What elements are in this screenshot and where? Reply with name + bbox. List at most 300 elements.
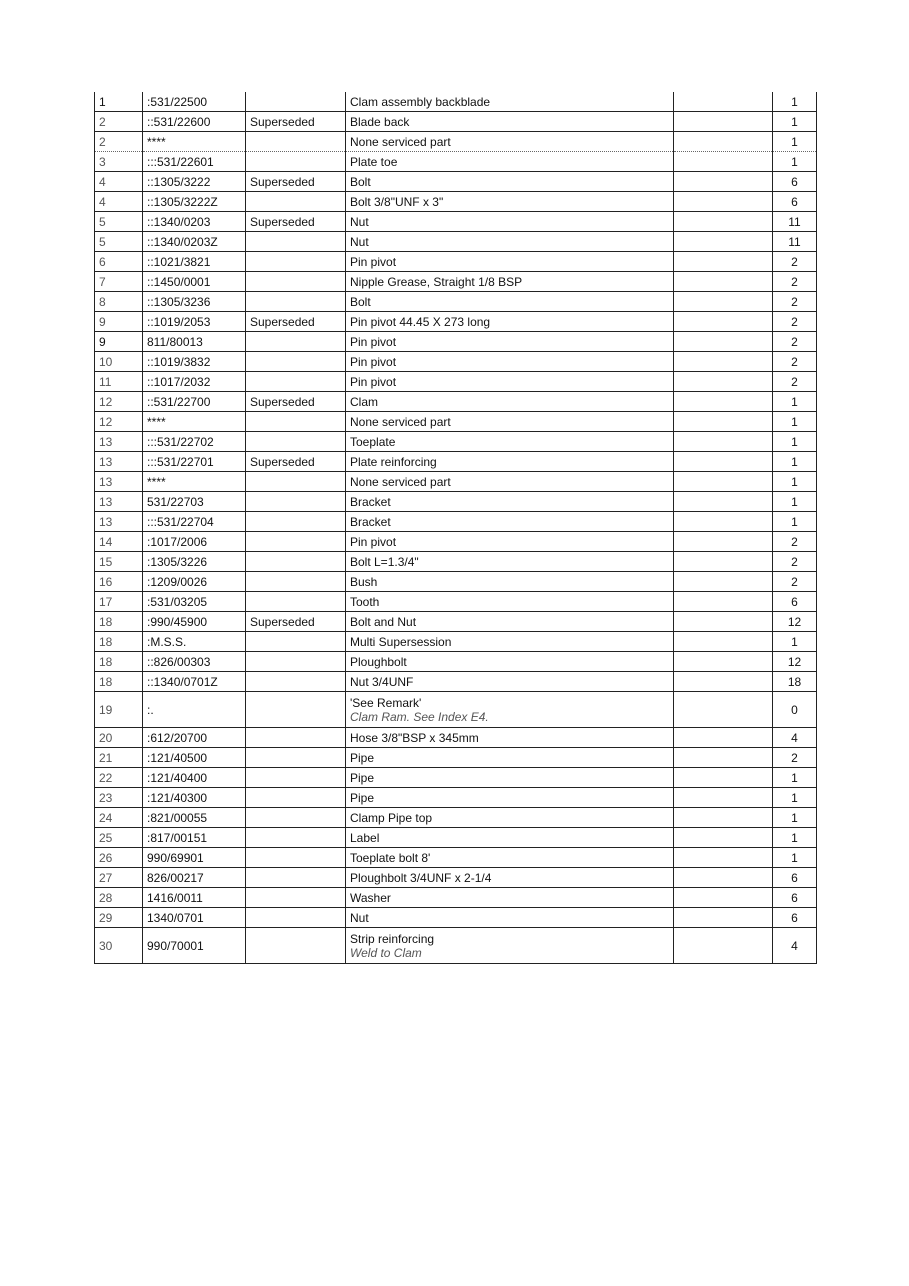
quantity: 1 bbox=[773, 152, 817, 172]
description bbox=[346, 808, 674, 828]
blank-column bbox=[674, 492, 773, 512]
blank-column bbox=[674, 672, 773, 692]
quantity: 1 bbox=[773, 828, 817, 848]
part-number: ::1305/3222 bbox=[143, 172, 246, 192]
description-text: Plate reinforcing bbox=[350, 454, 437, 469]
description bbox=[346, 868, 674, 888]
supersession-status: Superseded bbox=[246, 112, 346, 132]
blank-column bbox=[674, 292, 773, 312]
description-text: Toeplate bolt 8' bbox=[350, 850, 431, 865]
quantity: 1 bbox=[773, 632, 817, 652]
supersession-status: Superseded bbox=[246, 612, 346, 632]
item-number: 19 bbox=[95, 692, 143, 728]
quantity: 2 bbox=[773, 572, 817, 592]
supersession-status bbox=[246, 532, 346, 552]
table-row bbox=[95, 312, 817, 332]
quantity: 1 bbox=[773, 432, 817, 452]
item-number: 5 bbox=[95, 212, 143, 232]
table-row bbox=[95, 392, 817, 412]
item-number: 18 bbox=[95, 672, 143, 692]
part-number: ::1340/0203 bbox=[143, 212, 246, 232]
item-number: 26 bbox=[95, 848, 143, 868]
part-number: 1416/0011 bbox=[143, 888, 246, 908]
description-text: Bolt 3/8"UNF x 3" bbox=[350, 194, 444, 209]
description bbox=[346, 272, 674, 292]
description-text: Strip reinforcing bbox=[350, 931, 435, 946]
part-number: :::531/22701 bbox=[143, 452, 246, 472]
supersession-status bbox=[246, 692, 346, 728]
table-row bbox=[95, 152, 817, 172]
supersession-status bbox=[246, 808, 346, 828]
item-number: 8 bbox=[95, 292, 143, 312]
table-row bbox=[95, 672, 817, 692]
description bbox=[346, 552, 674, 572]
table-row bbox=[95, 252, 817, 272]
description bbox=[346, 632, 674, 652]
part-number: 990/70001 bbox=[143, 928, 246, 964]
description-text: Bolt bbox=[350, 174, 371, 189]
blank-column bbox=[674, 392, 773, 412]
description-text: Nut bbox=[350, 910, 369, 925]
description-text: Clamp Pipe top bbox=[350, 810, 433, 825]
remark-text: Clam Ram. See Index E4. bbox=[350, 709, 489, 724]
description bbox=[346, 332, 674, 352]
item-number: 30 bbox=[95, 928, 143, 964]
supersession-status bbox=[246, 472, 346, 492]
part-number: :612/20700 bbox=[143, 728, 246, 748]
quantity: 2 bbox=[773, 552, 817, 572]
quantity: 6 bbox=[773, 592, 817, 612]
quantity: 2 bbox=[773, 252, 817, 272]
table-row bbox=[95, 412, 817, 432]
table-row bbox=[95, 632, 817, 652]
blank-column bbox=[674, 632, 773, 652]
description bbox=[346, 132, 674, 152]
table-row bbox=[95, 532, 817, 552]
description-text: Bolt and Nut bbox=[350, 614, 417, 629]
quantity: 1 bbox=[773, 472, 817, 492]
supersession-status: Superseded bbox=[246, 312, 346, 332]
blank-column bbox=[674, 768, 773, 788]
blank-column bbox=[674, 192, 773, 212]
description bbox=[346, 748, 674, 768]
part-number: **** bbox=[143, 412, 246, 432]
part-number: ::531/22700 bbox=[143, 392, 246, 412]
item-number: 3 bbox=[95, 152, 143, 172]
description-text: Pin pivot bbox=[350, 374, 397, 389]
description bbox=[346, 112, 674, 132]
description-text: Ploughbolt bbox=[350, 654, 407, 669]
table-row bbox=[95, 192, 817, 212]
remark-text: Weld to Clam bbox=[350, 945, 422, 960]
table-row bbox=[95, 788, 817, 808]
quantity: 2 bbox=[773, 332, 817, 352]
part-number: :M.S.S. bbox=[143, 632, 246, 652]
part-number: :121/40300 bbox=[143, 788, 246, 808]
part-number: 811/80013 bbox=[143, 332, 246, 352]
table-row bbox=[95, 352, 817, 372]
supersession-status bbox=[246, 632, 346, 652]
description-text: Nut bbox=[350, 234, 369, 249]
description-text: Pin pivot 44.45 X 273 long bbox=[350, 314, 491, 329]
description-text: None serviced part bbox=[350, 134, 451, 149]
item-number: 13 bbox=[95, 512, 143, 532]
supersession-status bbox=[246, 828, 346, 848]
description bbox=[346, 888, 674, 908]
item-number: 10 bbox=[95, 352, 143, 372]
quantity: 1 bbox=[773, 768, 817, 788]
table-row bbox=[95, 292, 817, 312]
supersession-status bbox=[246, 572, 346, 592]
blank-column bbox=[674, 552, 773, 572]
table-row bbox=[95, 132, 817, 152]
description bbox=[346, 652, 674, 672]
blank-column bbox=[674, 332, 773, 352]
table-row bbox=[95, 928, 817, 964]
part-number: ::1017/2032 bbox=[143, 372, 246, 392]
description bbox=[346, 728, 674, 748]
table-row bbox=[95, 612, 817, 632]
supersession-status bbox=[246, 292, 346, 312]
item-number: 6 bbox=[95, 252, 143, 272]
item-number: 23 bbox=[95, 788, 143, 808]
item-number: 18 bbox=[95, 652, 143, 672]
quantity: 1 bbox=[773, 808, 817, 828]
blank-column bbox=[674, 172, 773, 192]
table-row bbox=[95, 332, 817, 352]
supersession-status: Superseded bbox=[246, 212, 346, 232]
quantity: 11 bbox=[773, 212, 817, 232]
table-row bbox=[95, 572, 817, 592]
description-text: Pin pivot bbox=[350, 534, 397, 549]
table-row bbox=[95, 512, 817, 532]
part-number: :::531/22704 bbox=[143, 512, 246, 532]
quantity: 11 bbox=[773, 232, 817, 252]
quantity: 2 bbox=[773, 312, 817, 332]
parts-table-body bbox=[95, 92, 817, 964]
description-text: Bracket bbox=[350, 494, 391, 509]
part-number: 1340/0701 bbox=[143, 908, 246, 928]
part-number: ::1340/0203Z bbox=[143, 232, 246, 252]
part-number: ::531/22600 bbox=[143, 112, 246, 132]
supersession-status bbox=[246, 928, 346, 964]
blank-column bbox=[674, 152, 773, 172]
supersession-status bbox=[246, 652, 346, 672]
blank-column bbox=[674, 788, 773, 808]
table-row bbox=[95, 848, 817, 868]
description bbox=[346, 592, 674, 612]
item-number: 14 bbox=[95, 532, 143, 552]
part-number: **** bbox=[143, 472, 246, 492]
part-number: :. bbox=[143, 692, 246, 728]
quantity: 2 bbox=[773, 292, 817, 312]
part-number: :821/00055 bbox=[143, 808, 246, 828]
description bbox=[346, 392, 674, 412]
item-number: 20 bbox=[95, 728, 143, 748]
description-text: None serviced part bbox=[350, 474, 451, 489]
description-text: Bracket bbox=[350, 514, 391, 529]
description-text: Toeplate bbox=[350, 434, 396, 449]
description-text: Plate toe bbox=[350, 154, 398, 169]
parts-table bbox=[94, 92, 817, 964]
item-number: 27 bbox=[95, 868, 143, 888]
supersession-status bbox=[246, 372, 346, 392]
blank-column bbox=[674, 652, 773, 672]
table-row bbox=[95, 592, 817, 612]
description bbox=[346, 928, 674, 964]
description bbox=[346, 828, 674, 848]
blank-column bbox=[674, 748, 773, 768]
description-text: Bolt bbox=[350, 294, 371, 309]
blank-column bbox=[674, 808, 773, 828]
part-number: 826/00217 bbox=[143, 868, 246, 888]
item-number: 9 bbox=[95, 332, 143, 352]
part-number: ::1019/2053 bbox=[143, 312, 246, 332]
quantity: 1 bbox=[773, 848, 817, 868]
quantity: 2 bbox=[773, 372, 817, 392]
blank-column bbox=[674, 312, 773, 332]
description bbox=[346, 908, 674, 928]
item-number: 18 bbox=[95, 632, 143, 652]
description-text: Tooth bbox=[350, 594, 380, 609]
quantity: 6 bbox=[773, 868, 817, 888]
part-number: ::1021/3821 bbox=[143, 252, 246, 272]
blank-column bbox=[674, 728, 773, 748]
supersession-status bbox=[246, 412, 346, 432]
description bbox=[346, 672, 674, 692]
description-text: Pin pivot bbox=[350, 334, 397, 349]
table-row bbox=[95, 112, 817, 132]
description-text: Pipe bbox=[350, 770, 375, 785]
item-number: 7 bbox=[95, 272, 143, 292]
table-row bbox=[95, 728, 817, 748]
item-number: 17 bbox=[95, 592, 143, 612]
blank-column bbox=[674, 432, 773, 452]
item-number: 5 bbox=[95, 232, 143, 252]
blank-column bbox=[674, 252, 773, 272]
part-number: :817/00151 bbox=[143, 828, 246, 848]
description bbox=[346, 452, 674, 472]
quantity: 4 bbox=[773, 928, 817, 964]
blank-column bbox=[674, 452, 773, 472]
supersession-status bbox=[246, 552, 346, 572]
description bbox=[346, 232, 674, 252]
description bbox=[346, 212, 674, 232]
quantity: 6 bbox=[773, 192, 817, 212]
part-number: :::531/22601 bbox=[143, 152, 246, 172]
quantity: 2 bbox=[773, 352, 817, 372]
item-number: 4 bbox=[95, 172, 143, 192]
item-number: 13 bbox=[95, 452, 143, 472]
item-number: 13 bbox=[95, 492, 143, 512]
table-row bbox=[95, 888, 817, 908]
blank-column bbox=[674, 512, 773, 532]
description bbox=[346, 692, 674, 728]
part-number: ::1450/0001 bbox=[143, 272, 246, 292]
part-number: ::1305/3236 bbox=[143, 292, 246, 312]
item-number: 12 bbox=[95, 412, 143, 432]
item-number: 29 bbox=[95, 908, 143, 928]
description bbox=[346, 352, 674, 372]
supersession-status bbox=[246, 768, 346, 788]
supersession-status bbox=[246, 788, 346, 808]
description-text: 'See Remark' bbox=[350, 695, 422, 710]
blank-column bbox=[674, 572, 773, 592]
description-text: Clam assembly backblade bbox=[350, 94, 491, 109]
description-text: Pipe bbox=[350, 790, 375, 805]
part-number: ::1305/3222Z bbox=[143, 192, 246, 212]
supersession-status bbox=[246, 232, 346, 252]
quantity: 4 bbox=[773, 728, 817, 748]
quantity: 1 bbox=[773, 788, 817, 808]
part-number: :::531/22702 bbox=[143, 432, 246, 452]
part-number: ::1019/3832 bbox=[143, 352, 246, 372]
blank-column bbox=[674, 692, 773, 728]
table-row bbox=[95, 92, 817, 112]
description-text: Label bbox=[350, 830, 380, 845]
quantity: 1 bbox=[773, 452, 817, 472]
description bbox=[346, 848, 674, 868]
table-row bbox=[95, 492, 817, 512]
description-text: Multi Supersession bbox=[350, 634, 452, 649]
description bbox=[346, 92, 674, 112]
blank-column bbox=[674, 232, 773, 252]
quantity: 6 bbox=[773, 888, 817, 908]
quantity: 1 bbox=[773, 112, 817, 132]
item-number: 15 bbox=[95, 552, 143, 572]
quantity: 6 bbox=[773, 908, 817, 928]
description bbox=[346, 788, 674, 808]
description-text: Hose 3/8"BSP x 345mm bbox=[350, 730, 479, 745]
table-row bbox=[95, 452, 817, 472]
item-number: 25 bbox=[95, 828, 143, 848]
supersession-status bbox=[246, 352, 346, 372]
description bbox=[346, 192, 674, 212]
supersession-status bbox=[246, 92, 346, 112]
supersession-status bbox=[246, 132, 346, 152]
blank-column bbox=[674, 92, 773, 112]
blank-column bbox=[674, 272, 773, 292]
item-number: 13 bbox=[95, 432, 143, 452]
table-row bbox=[95, 552, 817, 572]
supersession-status bbox=[246, 672, 346, 692]
item-number: 18 bbox=[95, 612, 143, 632]
item-number: 11 bbox=[95, 372, 143, 392]
description bbox=[346, 492, 674, 512]
supersession-status bbox=[246, 592, 346, 612]
item-number: 13 bbox=[95, 472, 143, 492]
quantity: 1 bbox=[773, 132, 817, 152]
table-row bbox=[95, 272, 817, 292]
part-number: ::1340/0701Z bbox=[143, 672, 246, 692]
quantity: 6 bbox=[773, 172, 817, 192]
part-number: **** bbox=[143, 132, 246, 152]
description-text: Nut 3/4UNF bbox=[350, 674, 414, 689]
supersession-status bbox=[246, 332, 346, 352]
description-text: Pin pivot bbox=[350, 254, 397, 269]
supersession-status bbox=[246, 728, 346, 748]
item-number: 24 bbox=[95, 808, 143, 828]
table-row bbox=[95, 172, 817, 192]
item-number: 12 bbox=[95, 392, 143, 412]
blank-column bbox=[674, 928, 773, 964]
supersession-status bbox=[246, 492, 346, 512]
supersession-status bbox=[246, 848, 346, 868]
part-number: :1209/0026 bbox=[143, 572, 246, 592]
description bbox=[346, 412, 674, 432]
item-number: 21 bbox=[95, 748, 143, 768]
table-row bbox=[95, 372, 817, 392]
blank-column bbox=[674, 132, 773, 152]
table-row bbox=[95, 808, 817, 828]
table-row bbox=[95, 692, 817, 728]
quantity: 0 bbox=[773, 692, 817, 728]
quantity: 1 bbox=[773, 412, 817, 432]
quantity: 2 bbox=[773, 272, 817, 292]
part-number: :121/40400 bbox=[143, 768, 246, 788]
supersession-status: Superseded bbox=[246, 172, 346, 192]
description bbox=[346, 312, 674, 332]
quantity: 1 bbox=[773, 92, 817, 112]
item-number: 4 bbox=[95, 192, 143, 212]
description bbox=[346, 572, 674, 592]
part-number: :531/22500 bbox=[143, 92, 246, 112]
part-number: :1305/3226 bbox=[143, 552, 246, 572]
item-number: 9 bbox=[95, 312, 143, 332]
description bbox=[346, 432, 674, 452]
description bbox=[346, 532, 674, 552]
table-row bbox=[95, 908, 817, 928]
blank-column bbox=[674, 412, 773, 432]
blank-column bbox=[674, 532, 773, 552]
description-text: Washer bbox=[350, 890, 391, 905]
description bbox=[346, 612, 674, 632]
part-number: :990/45900 bbox=[143, 612, 246, 632]
quantity: 1 bbox=[773, 392, 817, 412]
blank-column bbox=[674, 828, 773, 848]
blank-column bbox=[674, 592, 773, 612]
table-row bbox=[95, 232, 817, 252]
blank-column bbox=[674, 372, 773, 392]
description-text: Pipe bbox=[350, 750, 375, 765]
blank-column bbox=[674, 112, 773, 132]
part-number: 990/69901 bbox=[143, 848, 246, 868]
blank-column bbox=[674, 868, 773, 888]
part-number: 531/22703 bbox=[143, 492, 246, 512]
description-text: Nipple Grease, Straight 1/8 BSP bbox=[350, 274, 523, 289]
supersession-status bbox=[246, 908, 346, 928]
supersession-status bbox=[246, 512, 346, 532]
description bbox=[346, 252, 674, 272]
supersession-status bbox=[246, 252, 346, 272]
table-row bbox=[95, 828, 817, 848]
description-text: None serviced part bbox=[350, 414, 451, 429]
description-text: Clam bbox=[350, 394, 379, 409]
description bbox=[346, 152, 674, 172]
description bbox=[346, 768, 674, 788]
quantity: 12 bbox=[773, 612, 817, 632]
description-text: Blade back bbox=[350, 114, 410, 129]
description-text: Bush bbox=[350, 574, 378, 589]
blank-column bbox=[674, 352, 773, 372]
description-text: Bolt L=1.3/4" bbox=[350, 554, 419, 569]
blank-column bbox=[674, 848, 773, 868]
description-text: Pin pivot bbox=[350, 354, 397, 369]
item-number: 2 bbox=[95, 132, 143, 152]
table-row bbox=[95, 748, 817, 768]
part-number: :531/03205 bbox=[143, 592, 246, 612]
supersession-status bbox=[246, 748, 346, 768]
